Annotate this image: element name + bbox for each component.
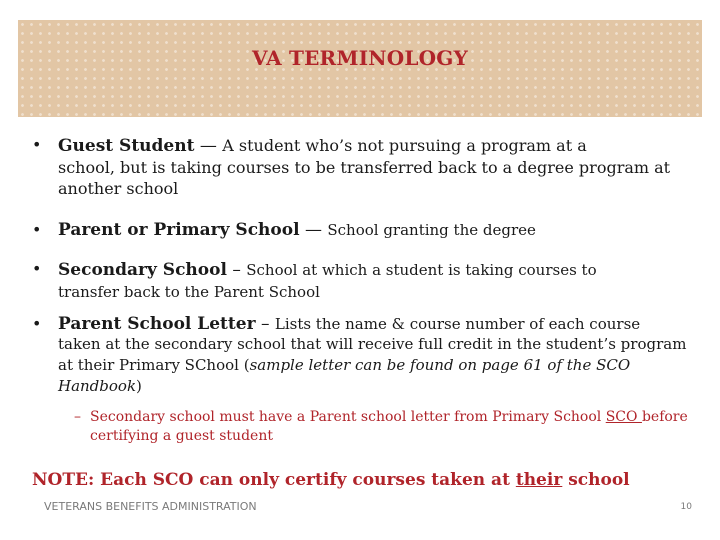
definition: School granting the degree [327, 221, 536, 239]
definition: Lists the name & course number of each course [274, 315, 641, 333]
term: Parent or Primary School [58, 220, 300, 240]
note-underlined: their [515, 470, 563, 490]
bullet-dot-icon: • [32, 135, 42, 154]
continuation-italic: sample letter can be found on page 61 of the SCO Handbook [58, 356, 631, 395]
note [32, 470, 630, 490]
definition-continuation: school, but is taking courses to be transferred back to a degree program at another school [58, 158, 671, 198]
sub-bullet-underlined: SCO [605, 409, 642, 425]
definition: A student who’s not pursuing a program at a [222, 136, 587, 155]
sub-bullet-text: Secondary school must have a Parent school letter from Primary School [90, 409, 606, 425]
definition: School at which a student is taking courses to [246, 261, 597, 279]
sub-bullet-parent-letter [74, 408, 694, 446]
page-number: 10 [680, 502, 692, 512]
bullet-dot-icon: • [32, 220, 42, 239]
bullet-secondary-school [32, 259, 692, 303]
bullet-primary-school [32, 220, 692, 240]
definition-continuation: transfer back to the Parent School [58, 283, 320, 301]
bullet-parent-school-letter [32, 314, 692, 397]
sub-bullet-dash: – [74, 409, 81, 425]
bullet-dot-icon: • [32, 314, 42, 333]
term: Secondary School [58, 260, 227, 280]
definition-continuation [58, 335, 686, 395]
note-text-end: school [562, 470, 630, 490]
bullet-guest-student [32, 135, 692, 199]
term-dash: — [194, 136, 223, 156]
continuation-close: ) [136, 377, 142, 395]
bullet-dot-icon: • [32, 259, 42, 278]
term: Parent School Letter [58, 314, 256, 334]
sub-bullet-text-end: before certifying a guest student [90, 409, 688, 444]
term: Guest Student [58, 136, 195, 156]
term-dash: — [299, 220, 328, 240]
slide-title: VA TERMINOLOGY [251, 46, 469, 70]
note-text: NOTE: Each SCO can only certify courses taken at [32, 470, 516, 490]
term-dash: – [255, 314, 275, 334]
footer-organization: VETERANS BENEFITS ADMINISTRATION [44, 500, 257, 513]
continuation-text: taken at the secondary school that will receive full credit in the student’s program at their Primary SChool ( [58, 335, 687, 374]
term-dash: – [226, 260, 247, 280]
